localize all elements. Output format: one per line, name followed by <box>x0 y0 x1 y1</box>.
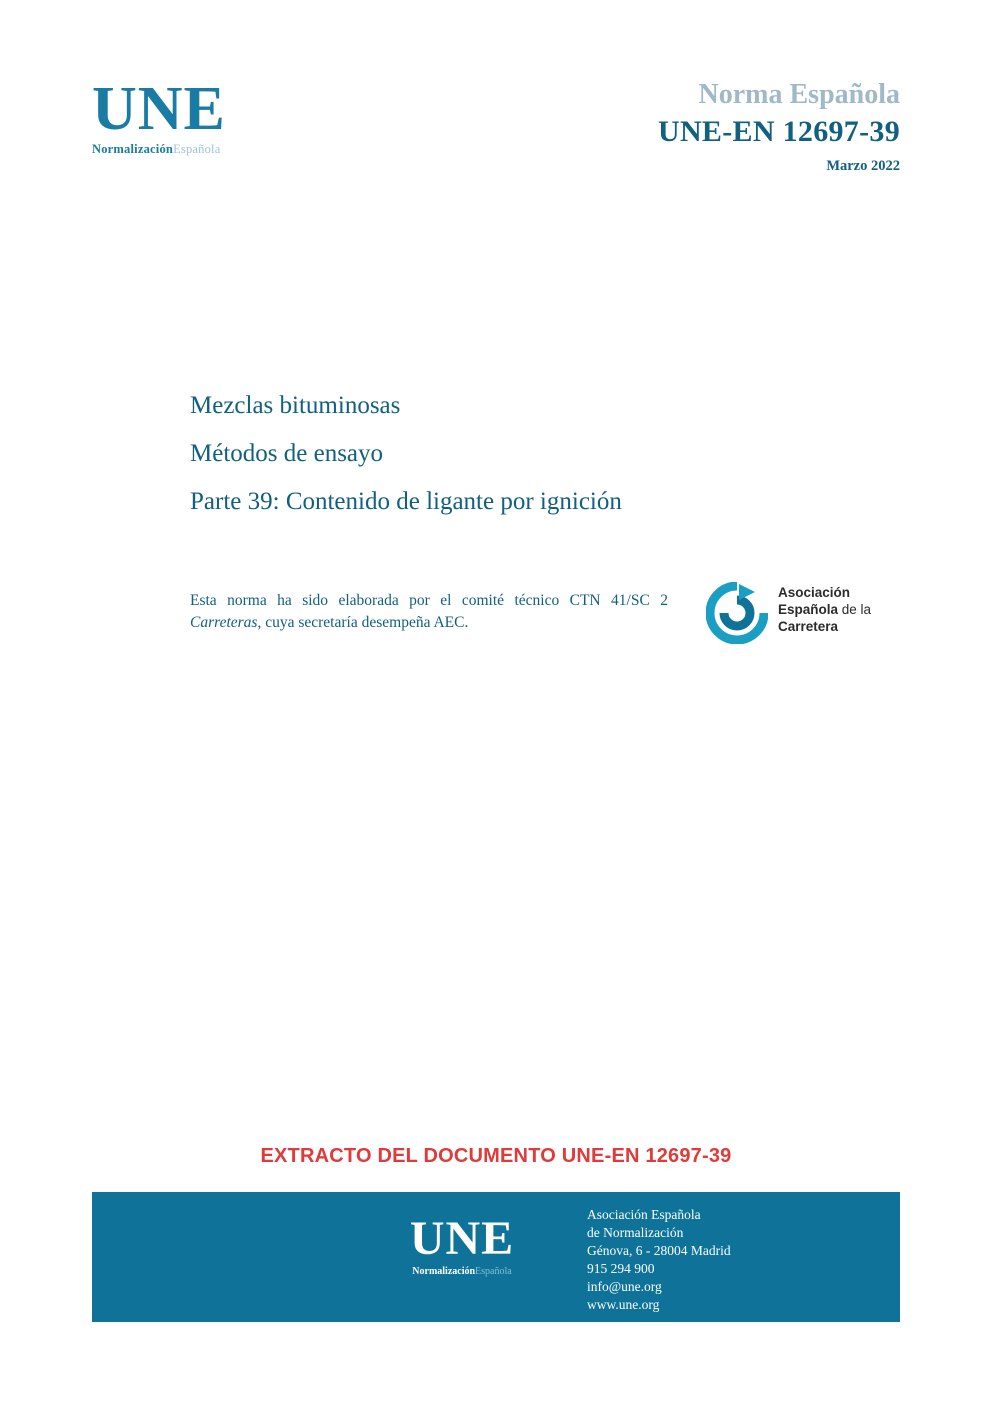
committee-note <box>190 590 668 634</box>
footer-address-line-2: de Normalización <box>587 1225 684 1240</box>
une-logo-tagline-light: Española <box>173 142 221 156</box>
aec-line-1: Asociación <box>778 585 851 600</box>
document-header <box>92 75 900 208</box>
footer-logo-tagline-bold: Normalización <box>412 1266 476 1277</box>
footer-logo-wordmark: UNE <box>409 1212 515 1265</box>
aec-logo <box>706 578 906 656</box>
title-line-1: Mezclas bituminosas <box>190 392 401 419</box>
standard-reference: UNE-EN 12697-39 <box>658 115 900 148</box>
footer-address <box>587 1206 731 1314</box>
une-logo <box>92 75 260 157</box>
title-line-2: Métodos de ensayo <box>190 440 384 467</box>
committee-note-text-after: , cuya secretaría desempeña AEC. <box>257 614 469 631</box>
une-logo-wordmark: UNE <box>92 75 226 143</box>
norma-label: Norma Española <box>698 79 900 110</box>
aec-line-2: Española <box>778 602 839 617</box>
footer-email[interactable]: info@une.org <box>587 1279 662 1294</box>
une-logo-tagline-bold: Normalización <box>92 142 174 156</box>
une-logo-tagline <box>92 142 260 157</box>
aec-line-2-thin: de la <box>838 602 872 617</box>
footer-website[interactable]: www.une.org <box>587 1297 660 1312</box>
footer-phone: 915 294 900 <box>587 1261 655 1276</box>
aec-line-3: Carretera <box>778 619 839 634</box>
document-title-block <box>190 382 810 526</box>
footer-logo-tagline-light: Española <box>475 1266 512 1277</box>
extract-banner: EXTRACTO DEL DOCUMENTO UNE-EN 12697-39 <box>260 1145 732 1167</box>
footer-address-line-3: Génova, 6 - 28004 Madrid <box>587 1243 731 1258</box>
publication-date: Marzo 2022 <box>826 158 900 174</box>
header-identification <box>658 78 900 175</box>
footer-address-line-1: Asociación Española <box>587 1207 701 1222</box>
document-footer <box>92 1192 900 1322</box>
footer-logo-tagline <box>367 1266 557 1277</box>
committee-note-text-before: Esta norma ha sido elaborada por el comité técnico CTN 41/SC 2 <box>190 592 668 609</box>
footer-une-logo <box>367 1214 557 1277</box>
aec-logo-text <box>778 584 871 635</box>
committee-note-italic: Carreteras <box>190 614 258 631</box>
aec-mark-icon <box>706 582 768 644</box>
title-line-3: Parte 39: Contenido de ligante por ignición <box>190 488 622 515</box>
